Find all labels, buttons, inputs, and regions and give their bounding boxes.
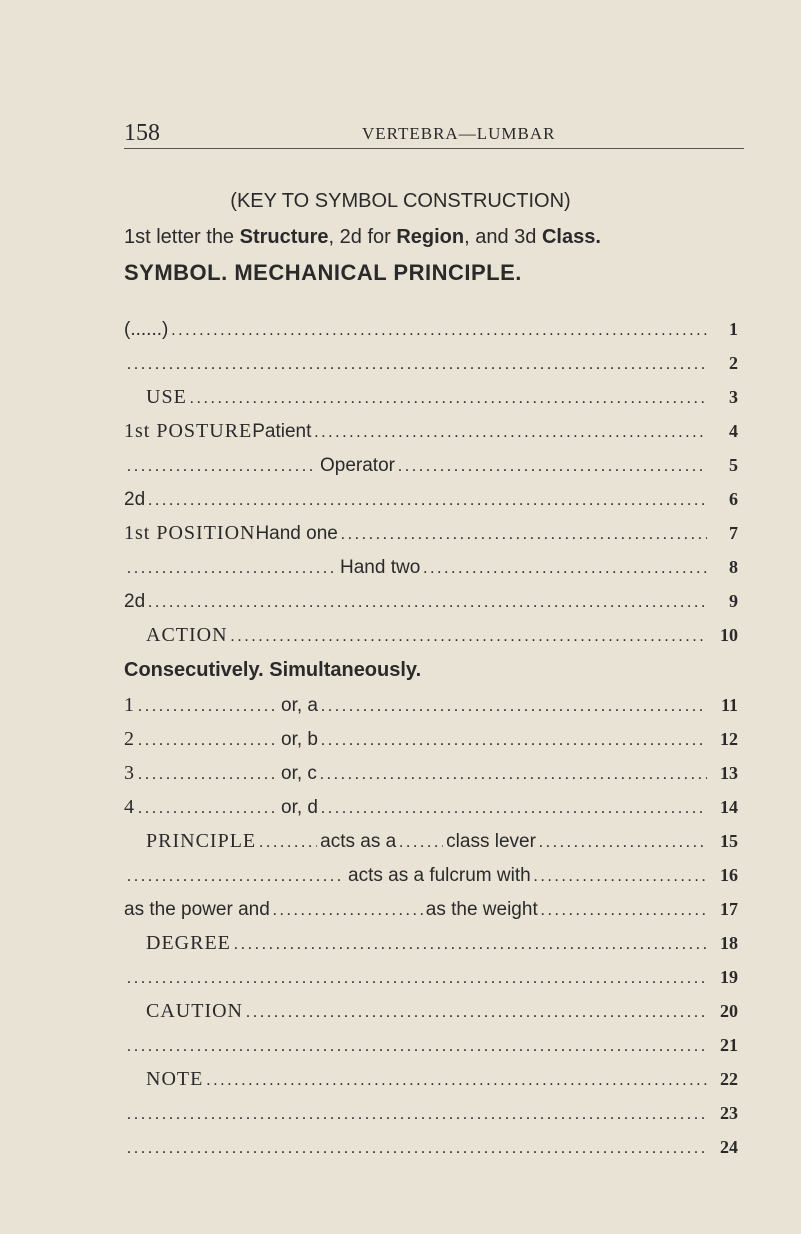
line-sublabel: Hand one — [255, 523, 338, 544]
form-line — [124, 960, 738, 994]
dot-leader — [320, 758, 707, 792]
line-number: 21 — [720, 1035, 738, 1055]
form-line — [124, 312, 738, 346]
dot-leader — [127, 962, 707, 996]
dot-leader — [399, 826, 443, 860]
line-label: 1 — [124, 694, 135, 716]
form-line — [124, 414, 738, 448]
dot-leader — [246, 996, 707, 1030]
line-sublabel: Operator — [320, 455, 395, 476]
weight-text: as the weight — [425, 899, 538, 920]
line-label: 2d — [124, 489, 146, 510]
dot-leader — [190, 382, 707, 416]
line-label: 2 — [124, 728, 135, 750]
dot-leader — [148, 484, 707, 518]
dot-leader — [539, 826, 707, 860]
line-number: 2 — [729, 353, 738, 373]
form-line — [124, 892, 738, 926]
symbol-heading: SYMBOL. MECHANICAL PRINCIPLE. — [124, 260, 522, 285]
line-sublabel: or, a — [281, 695, 318, 716]
dot-leader — [273, 894, 423, 928]
line-label: CAUTION — [146, 1000, 243, 1022]
form-line — [124, 994, 738, 1028]
line-label: ACTION — [146, 624, 228, 646]
line-number: 22 — [720, 1069, 738, 1089]
dot-leader — [127, 348, 707, 382]
line-label: DEGREE — [146, 932, 231, 954]
form-line — [124, 516, 738, 550]
key-line: (KEY TO SYMBOL CONSTRUCTION) — [230, 190, 571, 212]
line-sublabel: Hand two — [340, 557, 421, 578]
line-number: 20 — [720, 1001, 738, 1021]
dot-leader — [148, 586, 707, 620]
form-line — [124, 346, 738, 380]
dot-leader — [138, 690, 278, 724]
line-number: 3 — [729, 387, 738, 407]
dot-leader — [206, 1064, 707, 1098]
line-label: 2d — [124, 591, 146, 612]
dot-leader — [541, 894, 707, 928]
form-line — [124, 824, 738, 858]
class-lever-text: class lever — [446, 831, 536, 852]
form-lines — [124, 312, 738, 1164]
principle-label: PRINCIPLE — [146, 830, 257, 852]
form-line — [124, 1130, 738, 1164]
dot-leader — [423, 552, 707, 586]
dot-leader — [321, 724, 707, 758]
line-number: 10 — [720, 625, 738, 645]
dot-leader — [127, 860, 345, 894]
dot-leader — [138, 724, 278, 758]
line-number: 14 — [720, 797, 738, 817]
line-number: 1 — [729, 319, 738, 339]
class-word: Class. — [541, 226, 601, 248]
fulcrum-text: acts as a fulcrum with — [348, 865, 531, 886]
line-number: 13 — [720, 763, 738, 783]
dot-leader — [138, 758, 278, 792]
dot-leader — [138, 792, 278, 826]
line-number: 8 — [729, 557, 738, 577]
line-number: 15 — [720, 831, 738, 851]
line-label: 1st POSTURE — [124, 420, 253, 442]
dot-leader — [127, 1030, 707, 1064]
structure-word: Structure — [239, 226, 329, 248]
power-text: as the power and — [124, 899, 270, 920]
explanation-text-3: , and 3d — [464, 226, 542, 248]
line-number: 12 — [720, 729, 738, 749]
form-line — [124, 1096, 738, 1130]
dot-leader — [314, 416, 707, 450]
line-label: 4 — [124, 796, 135, 818]
dot-leader — [231, 620, 707, 654]
line-sublabel: or, c — [281, 763, 317, 784]
acts-as-text: acts as a — [320, 831, 397, 852]
line-label: 1st POSITION — [124, 522, 256, 544]
dot-leader — [127, 1132, 707, 1166]
form-line — [124, 380, 738, 414]
line-number: 11 — [720, 695, 738, 715]
dot-leader — [259, 826, 317, 860]
line-number: 18 — [720, 933, 738, 953]
dot-leader — [234, 928, 707, 962]
line-number: 16 — [720, 865, 738, 885]
dot-leader — [171, 314, 707, 348]
dot-leader — [534, 860, 707, 894]
line-number: 24 — [720, 1137, 738, 1157]
form-line — [124, 584, 738, 618]
line-label: (......) — [124, 319, 169, 340]
line-sublabel: or, d — [281, 797, 318, 818]
dot-leader — [127, 552, 337, 586]
line-label: 3 — [124, 762, 135, 784]
line-number: 5 — [729, 455, 738, 475]
form-line — [124, 448, 738, 482]
line-label: USE — [146, 386, 187, 408]
explanation-text-2: , 2d for — [328, 226, 397, 248]
page-number: 158 — [124, 120, 160, 146]
form-line — [124, 926, 738, 960]
line-label: NOTE — [146, 1068, 204, 1090]
dot-leader — [398, 450, 707, 484]
dot-leader — [321, 690, 707, 724]
form-line — [124, 756, 738, 790]
explanation-text-1: 1st letter the — [124, 226, 240, 248]
running-header — [124, 120, 744, 149]
line-number: 23 — [720, 1103, 738, 1123]
line-number: 7 — [729, 523, 738, 543]
line-number: 6 — [729, 489, 738, 509]
form-line — [124, 722, 738, 756]
line-number: 19 — [720, 967, 738, 987]
dot-leader — [127, 1098, 707, 1132]
explanation-line — [124, 226, 601, 249]
form-line — [124, 858, 738, 892]
region-word: Region — [396, 226, 465, 248]
line-number: 9 — [729, 591, 738, 611]
line-number: 17 — [720, 899, 738, 919]
form-line — [124, 688, 738, 722]
form-line — [124, 618, 738, 652]
form-line — [124, 790, 738, 824]
form-line — [124, 482, 738, 516]
dot-leader — [321, 792, 707, 826]
form-line — [124, 1028, 738, 1062]
running-title: VERTEBRA—LUMBAR — [362, 124, 556, 143]
form-line — [124, 1062, 738, 1096]
line-sublabel: Patient — [252, 421, 312, 442]
consec-heading: Consecutively. Simultaneously. — [124, 659, 422, 681]
dot-leader — [341, 518, 707, 552]
form-line — [124, 550, 738, 584]
line-sublabel: or, b — [281, 729, 318, 750]
dot-leader — [127, 450, 317, 484]
line-number: 4 — [729, 421, 738, 441]
